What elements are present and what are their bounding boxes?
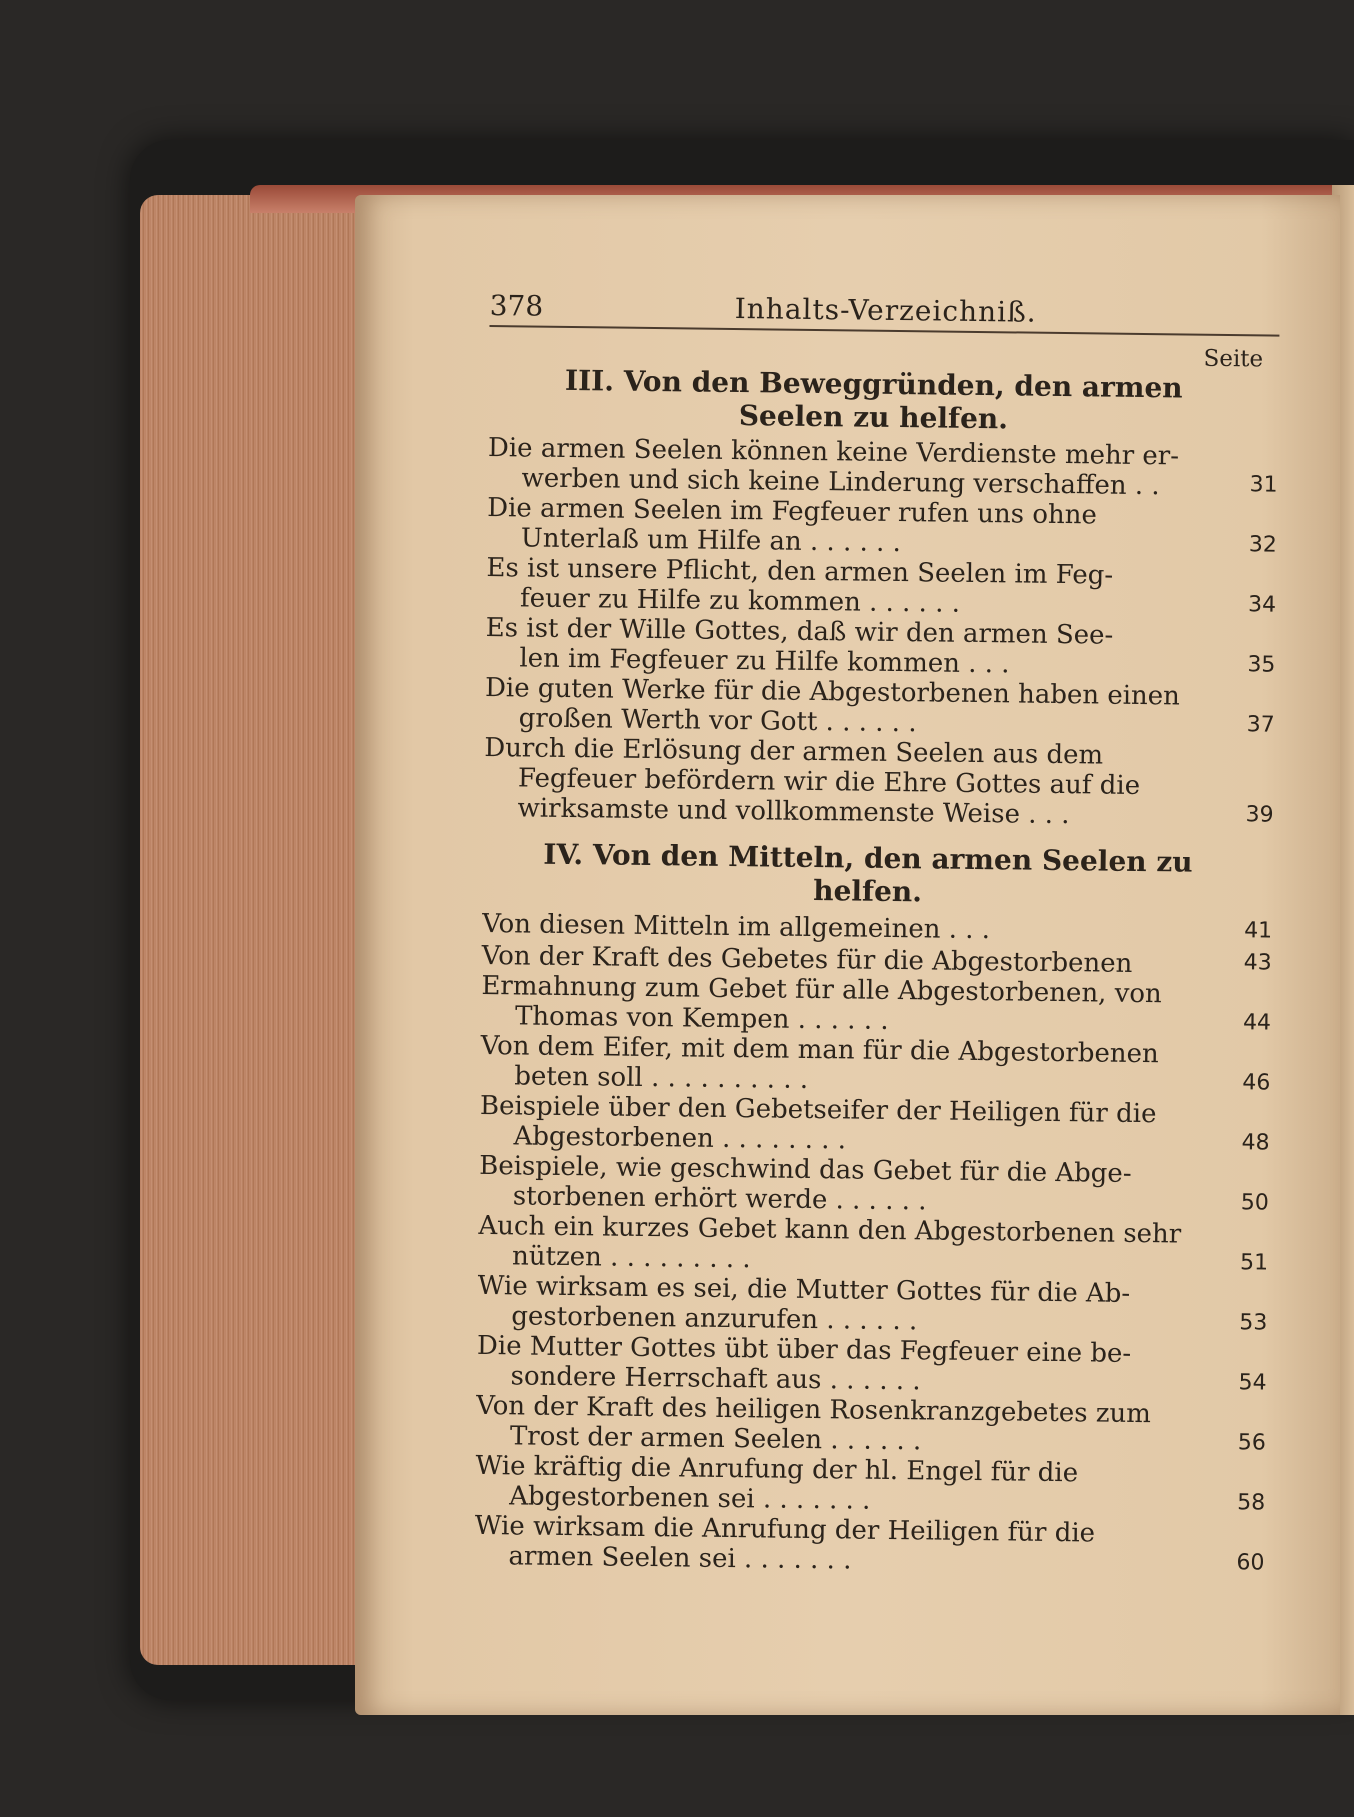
- toc-entry-text: [476, 1391, 1207, 1460]
- toc-entry-page: 48: [1241, 1130, 1270, 1156]
- toc-entry-line: Wie kräftig die Anrufung der hl. Engel für die: [475, 1450, 1079, 1489]
- toc-entry-line: Die armen Seelen können keine Verdienste mehr er-: [487, 432, 1180, 472]
- toc-entry-line: len im Fegfeuer zu Hilfe kommen . . .: [519, 643, 1010, 680]
- toc-entry: [487, 433, 1278, 503]
- toc-entry: [479, 1091, 1270, 1161]
- toc-entry: [481, 971, 1272, 1041]
- toc-entry-text: [486, 553, 1217, 622]
- toc-entry-line: Fegfeuer befördern wir die Ehre Gottes auf die: [517, 763, 1141, 801]
- toc-entry-line: Durch die Erlösung der armen Seelen aus dem: [484, 732, 1104, 771]
- toc-entry: [480, 1031, 1271, 1101]
- toc-entry-page: 44: [1242, 1010, 1272, 1036]
- toc-entry-line: Auch ein kurzes Gebet kann den Abgestorbenen sehr: [478, 1210, 1182, 1250]
- toc-entry: [475, 1451, 1266, 1521]
- toc-entry-page: 35: [1247, 652, 1276, 678]
- toc-entry-page: 50: [1240, 1190, 1269, 1216]
- toc-entry-line: wirksamste und vollkommenste Weise . . .: [517, 793, 1070, 831]
- toc-entry-text: [483, 733, 1214, 832]
- toc-entry-page: 54: [1238, 1370, 1267, 1396]
- section-heading: IV. Von den Mitteln, den armen Seelen zu helfen.: [543, 837, 1193, 909]
- toc-entry-text: [481, 971, 1212, 1040]
- page-content: [474, 283, 1280, 1613]
- toc-entry: [483, 733, 1274, 833]
- toc-entry-line: Von dem Eifer, mit dem man für die Abgestorbenen: [480, 1030, 1159, 1070]
- toc-entry-line: armen Seelen sei . . . . . . .: [508, 1541, 852, 1576]
- section-heading: III. Von den Beweggründen, den armen Seelen zu helfen.: [564, 363, 1183, 436]
- toc-entry-page: 51: [1239, 1250, 1269, 1276]
- page-column-label: Seite: [1203, 345, 1264, 373]
- toc-entry-text: [480, 1031, 1211, 1100]
- toc-entry: [476, 1391, 1267, 1461]
- toc-entry-line: Von der Kraft des Gebetes für die Abgestorbenen: [481, 940, 1133, 979]
- toc-entry-page: 58: [1237, 1490, 1266, 1516]
- toc-entry-page: 37: [1246, 712, 1275, 738]
- toc-entry-line: Die Mutter Gottes übt über das Fegfeuer eine be-: [476, 1330, 1132, 1369]
- toc-entry-line: Von der Kraft des heiligen Rosenkranzgebetes zum: [476, 1390, 1152, 1430]
- toc-entry-line: großen Werth vor Gott . . . . . .: [518, 703, 917, 739]
- toc-entry-line: Beispiele über den Gebetseifer der Heiligen für die: [479, 1090, 1157, 1130]
- toc-entry-line: beten soll . . . . . . . . . .: [514, 1061, 809, 1095]
- toc-entry-line: Die guten Werke für die Abgestorbenen haben einen: [484, 672, 1181, 712]
- toc-entry-line: Wie wirksam es sei, die Mutter Gottes für die Ab-: [477, 1270, 1131, 1309]
- toc-entry-text: [477, 1271, 1208, 1340]
- toc-entry: [485, 673, 1276, 743]
- toc-entry-text: [487, 493, 1218, 562]
- toc-entry: [486, 553, 1277, 623]
- toc-entry-page: 32: [1248, 532, 1278, 558]
- toc-entry-line: Unterlaß um Hilfe an . . . . . .: [520, 523, 902, 559]
- toc-entry-line: Abgestorbenen sei . . . . . . .: [508, 1481, 871, 1516]
- toc-entry-page: 60: [1236, 1550, 1265, 1576]
- toc-entry-page: 31: [1249, 472, 1278, 498]
- toc-entry: [476, 1331, 1267, 1401]
- toc-entry-text: [476, 1331, 1207, 1400]
- toc-entry-line: feuer zu Hilfe zu kommen . . . . . .: [519, 583, 961, 619]
- toc-entry-page: 43: [1243, 950, 1272, 976]
- toc-entry-line: sondere Herrschaft aus . . . . . .: [510, 1361, 921, 1397]
- toc-entry: [477, 1271, 1268, 1341]
- toc-entry-text: [485, 673, 1216, 742]
- toc-entry-page: 39: [1245, 802, 1274, 828]
- toc-entry-line: storbenen erhört werde . . . . . .: [512, 1181, 927, 1217]
- table-of-contents: [474, 363, 1279, 1581]
- toc-entry-line: Die armen Seelen im Fegfeuer rufen uns ohne: [487, 492, 1098, 531]
- toc-entry-line: Ermahnung zum Gebet für alle Abgestorbenen, von: [481, 970, 1162, 1010]
- toc-entry: [485, 613, 1276, 683]
- toc-entry-line: Es ist der Wille Gottes, daß wir den armen See-: [485, 612, 1114, 651]
- toc-entry-text: [487, 433, 1218, 502]
- page-number: 378: [489, 288, 544, 323]
- toc-entry-line: nützen . . . . . . . . .: [511, 1241, 751, 1275]
- toc-entry-line: Wie wirksam die Anrufung der Heiligen für die: [474, 1510, 1096, 1549]
- toc-entry-line: Thomas von Kempen . . . . . .: [514, 1001, 889, 1036]
- toc-entry-page: 41: [1243, 918, 1273, 944]
- toc-entry-line: Es ist unsere Pflicht, den armen Seelen im Feg-: [486, 552, 1114, 591]
- toc-entry-line: Abgestorbenen . . . . . . . .: [513, 1121, 847, 1156]
- toc-entry-text: [479, 1091, 1210, 1160]
- toc-entry-text: [478, 1211, 1209, 1280]
- toc-entry-page: 53: [1239, 1310, 1268, 1336]
- toc-entry: [478, 1211, 1269, 1281]
- running-title: Inhalts-Verzeichniß.: [734, 291, 1037, 329]
- toc-entry-line: Beispiele, wie geschwind das Gebet für die Abge-: [479, 1150, 1132, 1189]
- toc-entry: [487, 493, 1278, 563]
- toc-entry-line: werben und sich keine Linderung verschaffen . .: [521, 463, 1160, 502]
- toc-entry-line: Von diesen Mitteln im allgemeinen . . .: [481, 908, 991, 946]
- toc-entry-line: gestorbenen anzurufen . . . . . .: [511, 1301, 918, 1337]
- toc-entry-page: 34: [1247, 592, 1277, 618]
- page-edges-left: [140, 195, 370, 1665]
- toc-entry-text: [474, 1511, 1205, 1580]
- toc-entry: [474, 1511, 1265, 1581]
- toc-entry-page: 56: [1237, 1430, 1267, 1456]
- toc-entry-text: [485, 613, 1216, 682]
- toc-entry-line: Trost der armen Seelen . . . . . .: [509, 1421, 922, 1457]
- toc-entry: [479, 1151, 1270, 1221]
- toc-entry-page: 46: [1242, 1070, 1271, 1096]
- toc-entry-text: [479, 1151, 1210, 1220]
- toc-entry-text: [475, 1451, 1206, 1520]
- running-header: [489, 283, 1279, 337]
